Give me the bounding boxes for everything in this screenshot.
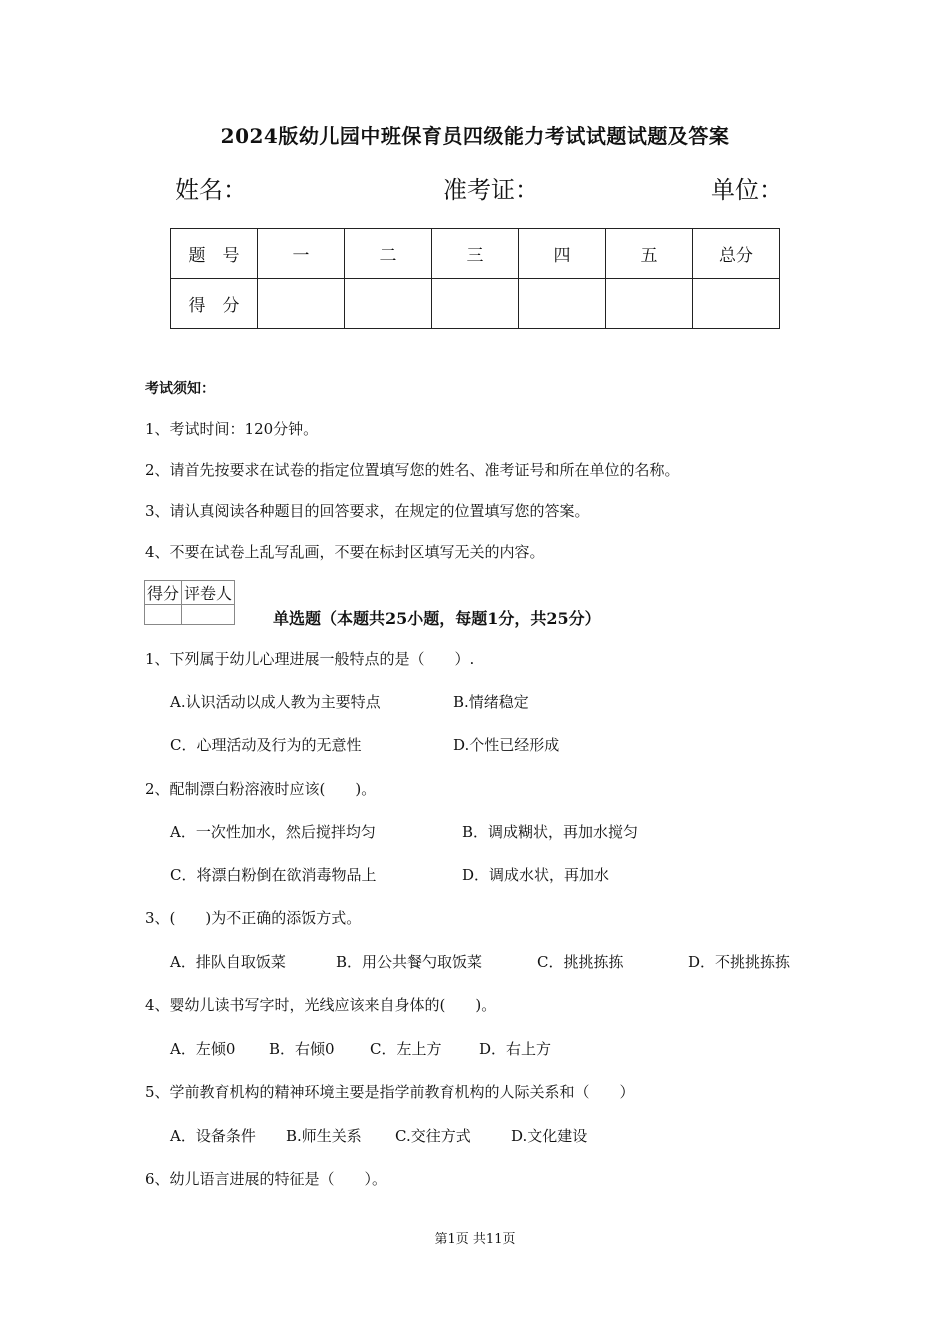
score-table-score-row [171,279,780,329]
question-option: C．心理活动及行为的无意性 [170,736,362,754]
score-header-cell: 四 [519,229,606,279]
question-option: C．挑挑拣拣 [537,953,624,971]
question-stem: 3、( )为不正确的添饭方式。 [145,909,362,927]
question-stem: 2、配制漂白粉溶液时应该( )。 [145,780,377,798]
notice-heading: 考试须知： [145,381,215,397]
name-field-label: 姓名： [175,176,247,204]
unit-field-label: 单位： [711,176,783,204]
score-cell[interactable] [606,279,693,329]
page-footer: 第1页 共11页 [434,1232,516,1247]
grader-box [144,580,235,625]
document-title: 2024版幼儿园中班保育员四级能力考试试题试题及答案 [220,124,730,148]
score-row-label: 得 分 [171,279,258,329]
question-option: C．左上方 [370,1040,442,1058]
question-option: B．调成糊状，再加水搅匀 [462,823,639,841]
question-stem: 5、学前教育机构的精神环境主要是指学前教育机构的人际关系和（ ） [145,1083,635,1101]
question-option: D．不挑挑拣拣 [688,953,791,971]
grader-reviewer-label: 评卷人 [182,581,235,605]
question-option: A．排队自取饭菜 [170,953,286,971]
question-option: A．一次性加水，然后搅拌均匀 [170,823,376,841]
question-option: D．调成水状，再加水 [462,866,610,884]
exam-id-field-label: 准考证： [443,176,539,204]
notice-item: 3、请认真阅读各种题目的回答要求，在规定的位置填写您的答案。 [145,502,590,520]
question-option: B.情绪稳定 [453,693,529,711]
question-option: A．左倾0 [170,1040,236,1058]
question-option: D.文化建设 [511,1127,588,1145]
score-cell[interactable] [432,279,519,329]
question-option: B.师生关系 [286,1127,362,1145]
question-option: D.个性已经形成 [453,736,560,754]
question-option: A．设备条件 [170,1127,256,1145]
grader-score-label: 得分 [145,581,182,605]
score-header-cell: 五 [606,229,693,279]
score-cell[interactable] [693,279,780,329]
question-stem: 4、婴幼儿读书写字时，光线应该来自身体的( )。 [145,996,497,1014]
grader-score-cell[interactable] [145,605,182,625]
score-cell[interactable] [345,279,432,329]
question-option: A.认识活动以成人教为主要特点 [170,693,381,711]
score-header-cell: 总分 [693,229,780,279]
score-header-cell: 题 号 [171,229,258,279]
question-stem: 1、下列属于幼儿心理进展一般特点的是（ ）. [145,650,475,668]
score-header-cell: 一 [258,229,345,279]
notice-item: 2、请首先按要求在试卷的指定位置填写您的姓名、准考证号和所在单位的名称。 [145,461,680,479]
question-option: B．用公共餐勺取饭菜 [336,953,483,971]
score-header-cell: 二 [345,229,432,279]
question-option: D．右上方 [479,1040,552,1058]
question-option: C.交往方式 [395,1127,471,1145]
score-table-header-row [171,229,780,279]
score-cell[interactable] [258,279,345,329]
section-title: 单选题（本题共25小题，每题1分，共25分） [273,609,601,628]
notice-item: 1、考试时间：120分钟。 [145,420,319,438]
question-stem: 6、幼儿语言进展的特征是（ ）。 [145,1170,388,1188]
score-header-cell: 三 [432,229,519,279]
score-cell[interactable] [519,279,606,329]
notice-item: 4、不要在试卷上乱写乱画，不要在标封区填写无关的内容。 [145,543,545,561]
question-option: C．将漂白粉倒在欲消毒物品上 [170,866,377,884]
grader-reviewer-cell[interactable] [182,605,235,625]
question-option: B．右倾0 [269,1040,335,1058]
score-table [170,228,780,329]
